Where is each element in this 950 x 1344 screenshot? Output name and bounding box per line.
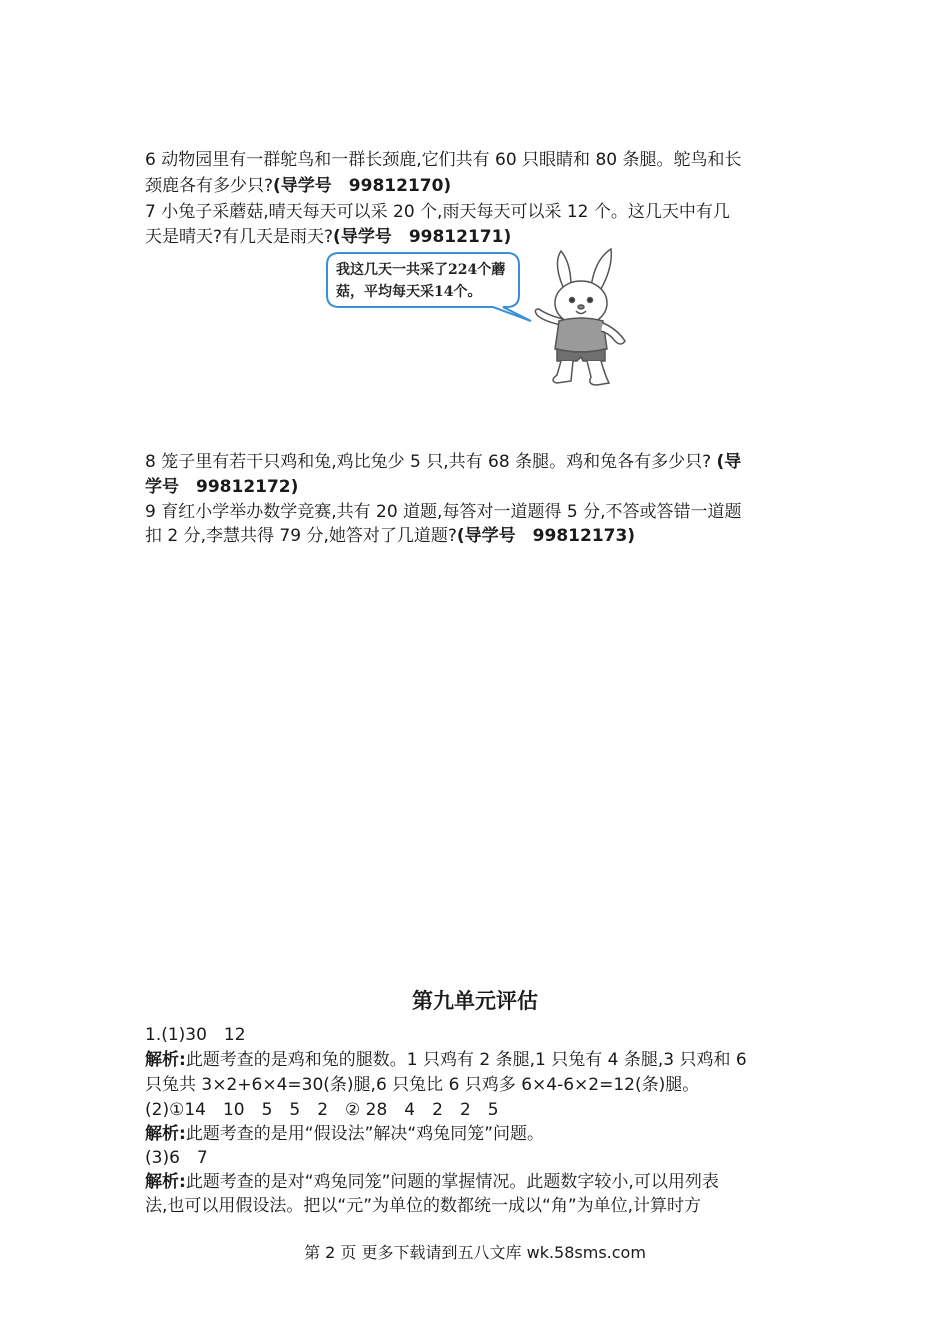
q8-line1 [145,450,741,474]
explanation-3-line2: 法,也可以用假设法。把以“元”为单位的数都统一成以“角”为单位,计算时方 [145,1196,702,1216]
explanation-1-line2: 只兔共 3×2+6×4=30(条)腿,6 只兔比 6 只鸡多 6×4-6×2=12(条)腿。 [145,1075,700,1095]
q6-ref: (导学号 99812170) [273,176,452,196]
explanation-2 [145,1122,544,1146]
q6-line2 [145,174,451,198]
jiexi-label: 解析: [145,1050,186,1070]
answer-2: (2)①14 10 5 5 2 ② 28 4 2 2 5 [145,1100,499,1120]
section-title: 第九单元评估 [412,989,538,1013]
q7-text: 天是晴天?有几天是雨天? [145,227,334,247]
explanation-2-text: 此题考查的是用“假设法”解决“鸡兔同笼”问题。 [185,1124,545,1144]
q9-line1: 9 育红小学举办数学竞赛,共有 20 道题,每答对一道题得 5 分,不答或答错一道题 [145,502,742,522]
q6-text: 颈鹿各有多少只? [145,176,274,196]
q9-ref: (导学号 99812173) [456,526,636,546]
q7-line1: 7 小兔子采蘑菇,晴天每天可以采 20 个,雨天每天可以采 12 个。这几天中有几 [145,202,730,222]
jiexi-label: 解析: [145,1124,186,1144]
explanation-3-text: 此题考查的是对“鸡兔同笼”问题的掌握情况。此题数字较小,可以用列表 [185,1172,719,1192]
explanation-3-line1 [145,1170,719,1194]
q8-ref-part1: (导 [716,452,742,472]
bubble-line1: 我这几天一共采了224个蘑 [336,262,506,278]
q6-line1: 6 动物园里有一群鸵鸟和一群长颈鹿,它们共有 60 只眼睛和 80 条腿。鸵鸟和长 [145,150,742,170]
bubble-line2: 菇，平均每天采14个。 [336,284,482,300]
q9-line2 [145,524,635,548]
rabbit-illustration [325,245,635,390]
q7-ref: (导学号 99812171) [333,227,512,247]
page-footer: 第 2 页 更多下载请到五八文库 wk.58sms.com [304,1243,646,1262]
answer-3: (3)6 7 [145,1148,208,1168]
answer-1: 1.(1)30 12 [145,1025,246,1045]
q9-text: 扣 2 分,李慧共得 79 分,她答对了几道题? [145,526,457,546]
jiexi-label: 解析: [145,1172,186,1192]
rabbit-icon [535,249,625,385]
explanation-1-line1 [145,1048,747,1072]
q8-ref-part2: 学号 99812172) [145,477,299,497]
explanation-1-text: 此题考查的是鸡和兔的腿数。1 只鸡有 2 条腿,1 只兔有 4 条腿,3 只鸡和 6 [185,1050,747,1070]
q8-text: 8 笼子里有若干只鸡和兔,鸡比兔少 5 只,共有 68 条腿。鸡和兔各有多少只? [145,452,717,472]
